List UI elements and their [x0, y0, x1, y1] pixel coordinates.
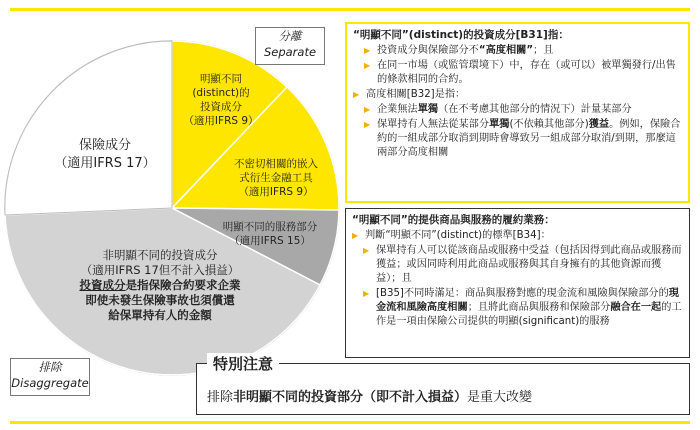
disaggregate-tag-en: Disaggregate — [11, 376, 89, 390]
embedded-derivative-line2: 式衍生金融工具 — [239, 172, 313, 184]
panel1-item-2 — [353, 59, 682, 87]
panel1-item-4-post: （在不考慮其他部分的情況下）計量某部分 — [438, 104, 632, 115]
panel1-item-5 — [353, 118, 682, 160]
panel1-item-5-bold: 單獨 — [489, 119, 510, 130]
separate-tag — [255, 27, 325, 65]
panel1-item-1 — [353, 44, 682, 58]
panel2-item-1 — [352, 229, 683, 243]
panel1-item-4-bold: 單獨 — [417, 104, 439, 115]
panel1-item-3 — [353, 88, 682, 102]
panel1-item-4-pre: 企業無法 — [377, 104, 418, 115]
panel1-title: “明顯不同”(distinct)的投資成分[B31]指： — [353, 29, 569, 41]
non-distinct-line3-rest: 是指保險合約要求企業 — [125, 278, 241, 292]
distinct-service-line2: （適用IFRS 15） — [229, 235, 311, 247]
non-distinct-line4: 即使未發生保險事故也須償還 — [85, 293, 235, 307]
panel1-item-1-post: ；且 — [533, 45, 554, 56]
special-note-post: 是重大改變 — [467, 390, 533, 405]
distinct-investment-panel — [345, 22, 690, 203]
panel2-title: “明顯不同”的提供商品與服務的履約業務： — [352, 214, 555, 226]
panel2-item-3-bold: 現金流和風險高度相關 — [376, 288, 679, 313]
separate-tag-zh: 分離 — [278, 29, 302, 43]
panel2-item-1-pre: 判斷“明顯不同”(distinct)的標準[B34]： — [365, 230, 551, 241]
panel2-item-3 — [352, 287, 683, 329]
distinct-investment-label — [180, 72, 262, 128]
special-note-box — [196, 355, 690, 415]
separate-tag-en: Separate — [263, 45, 317, 59]
non-distinct-investment-label — [50, 248, 270, 323]
embedded-derivative-label — [220, 157, 332, 199]
panel2-item-2 — [352, 244, 683, 286]
panel1-item-5-bold2: 獲益 — [588, 119, 610, 130]
embedded-derivative-line3: （適用IFRS 9） — [238, 186, 314, 198]
special-note-pre: 排除 — [207, 390, 234, 405]
slice-insurance — [5, 41, 172, 215]
panel2-item-3-post2: 的工作是一項由保險公司提供的明顯(significant)的服務 — [376, 302, 682, 327]
distinct-investment-line3: 投資成分 — [200, 101, 242, 113]
investment-component-term: 投資成分 — [79, 278, 126, 292]
panel2-item-2-pre: 保單持有人可以從該商品或服務中受益（包括因得到此商品或服務而獲益；或因同時利用此商品或服務與其自身擁有的其他資源而獲益）；且 — [376, 245, 682, 284]
panel2-item-3-bold2: 融合在一起 — [610, 302, 662, 313]
non-distinct-line1: 非明顯不同的投資成分 — [102, 248, 218, 262]
non-distinct-line3 — [50, 278, 270, 293]
panel1-item-5-post: (不依賴其他部分) — [509, 119, 589, 130]
distinct-investment-line4: （適用IFRS 9） — [183, 115, 259, 127]
panel1-item-3-pre: 高度相關[B32]是指： — [366, 89, 466, 100]
distinct-investment-line1: 明顯不同 — [200, 73, 242, 85]
non-distinct-line2: （適用IFRS 17但不計入損益） — [80, 263, 240, 277]
distinct-service-line1: 明顯不同的服務部分 — [222, 221, 318, 233]
insurance-line2: （適用IFRS 17） — [54, 156, 156, 171]
panel2-item-3-pre: [B35]不同時滿足：商品與服務對應的現金流和風險與保險部分的 — [376, 288, 669, 299]
panel1-item-5-post2: 。例如，保險合約的一組成部分取消到期時會導致另一組成部分取消/到期，那麼這兩部分高度相關 — [377, 119, 681, 158]
insurance-label — [45, 137, 165, 173]
panel1-item-1-pre: 投資成分與保險部分不 — [377, 45, 479, 56]
panel1-item-1-bold: “高度相關” — [478, 45, 534, 56]
disaggregate-tag — [10, 358, 90, 396]
embedded-derivative-line1: 不密切相關的嵌入 — [234, 158, 318, 170]
special-note-bold: 非明顯不同的投資部分（即不計入損益） — [233, 390, 468, 405]
special-note-text — [207, 386, 532, 405]
distinct-investment-line2: (distinct)的 — [192, 87, 250, 99]
panel2-item-3-post: ；且將此商品與服務和保險部分 — [467, 302, 611, 313]
distinct-service-panel — [345, 208, 690, 358]
panel1-item-4 — [353, 103, 682, 117]
special-note-title: 特別注意 — [207, 353, 279, 374]
bottom-accent-bar — [10, 421, 690, 424]
disaggregate-tag-zh: 排除 — [38, 360, 62, 374]
distinct-service-label — [205, 220, 335, 248]
insurance-line1: 保險成分 — [78, 138, 131, 153]
panel1-item-2-pre: 在同一市場（或監管環境下）中，存在（或可以）被單獨發行/出售的條款相同的合約。 — [377, 60, 676, 85]
panel1-item-5-pre: 保單持有人無法從某部分 — [377, 119, 490, 130]
non-distinct-line5: 給保單持有人的金額 — [108, 308, 212, 322]
